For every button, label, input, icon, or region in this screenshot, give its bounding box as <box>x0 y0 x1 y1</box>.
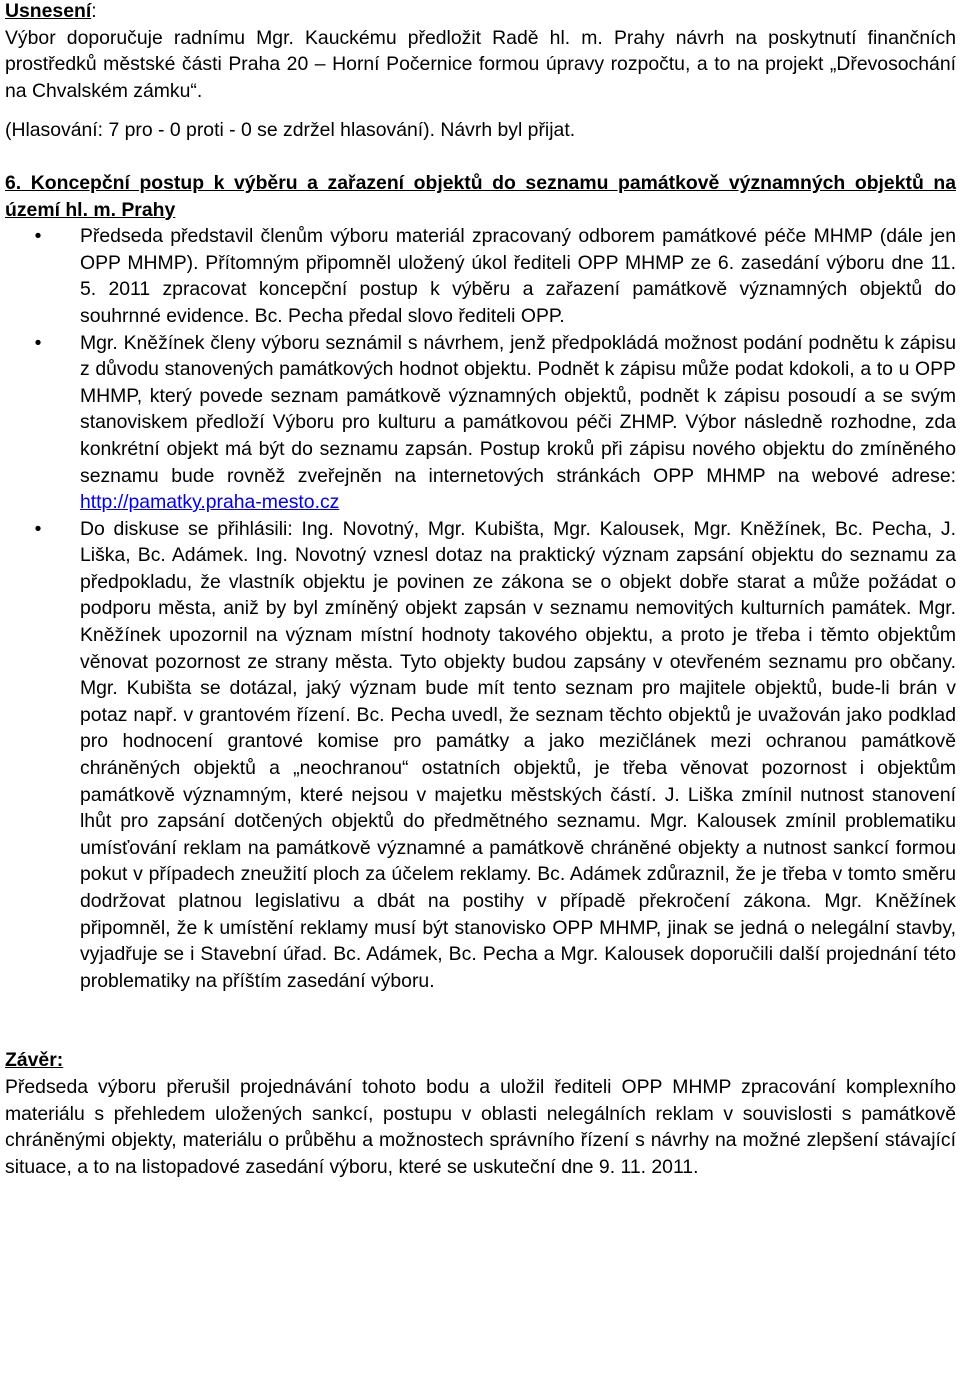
pamatky-link[interactable]: http://pamatky.praha-mesto.cz <box>80 491 340 514</box>
document-page <box>5 0 956 1180</box>
section-title: 6. Koncepční postup k výběru a zařazení objektů do seznamu památkově významných objektů na území hl. m. Prahy <box>5 171 956 221</box>
resolution-heading-line <box>5 0 956 25</box>
bullet-icon: • <box>34 517 42 540</box>
list-item-text: Mgr. Kněžínek členy výboru seznámil s návrhem, jenž předpokládá možnost podání podnětu k zápisu z důvodu stanovených památkových hodnot objektu. Podnět k zápisu může podat kdokoli, a to u OPP MHMP, který povede seznam památkově významných objektů, podnět k zápisu posoudí a se svým stanoviskem předloží Výboru pro kulturu a památkovou péči ZHMP. Výbor následně rozhodne, zda konkrétní objekt má být do seznamu zapsán. Postup kroků při zápisu nového objektu do zmíněného seznamu bude rovněž zveřejněn na internetových stránkách OPP MHMP na webové adrese: <box>80 331 956 487</box>
resolution-heading: Usnesení <box>5 0 92 22</box>
list-item <box>5 516 956 995</box>
list-item <box>5 330 956 516</box>
discussion-list <box>5 223 956 994</box>
list-item <box>5 223 956 329</box>
resolution-heading-colon: : <box>91 0 97 22</box>
conclusion-heading: Závěr: <box>5 1049 64 1072</box>
list-item-text: Do diskuse se přihlásili: Ing. Novotný, Mgr. Kubišta, Mgr. Kalousek, Mgr. Kněžínek, Bc. Pecha, J. Liška, Bc. Adámek. Ing. Novotný vznesl dotaz na praktický význam zapsání objektu do seznamu za předpokladu, že vlastník objektu je povinen ze zákona se o objekt dobře starat a může požádat o podporu města, aniž by byl zmíněný objekt zapsán v seznamu nemovitých kulturních památek. Mgr. Kněžínek upozornil na význam místní hodnoty takového objektu, a proto je třeba i těmto objektům věnovat pozornost ze strany města. Tyto objekty budou zapsány v otevřeném seznamu pro občany. Mgr. Kubišta se dotázal, jaký význam bude mít tento seznam pro majitele objektů, bude-li brán v potaz např. v grantovém řízení. Bc. Pecha uvedl, že seznam těchto objektů je uvažován jako podklad pro hodnocení grantové komise pro památky a jako mezičlánek mezi ochranou památkově chráněných objektů a „neochranou“ ostatních objektů, je třeba věnovat pozornost i objektům památkově významným, které nejsou v majetku městských částí. J. Liška zmínil nutnost stanovení lhůt pro zapsání dotčených objektů do předmětného seznamu. Mgr. Kalousek zmínil problematiku umísťování reklam na památkově významné a památkově chráněné objekty a nutnost sankcí formou pokut v případech zneužití ploch za účelem reklamy. Bc. Adámek zdůraznil, že je třeba v tomto směru dodržovat platnou legislativu a dbát na postihy v případě překročení zákona. Mgr. Kněžínek připomněl, že k umístění reklamy musí být stanovisko OPP MHMP, jinak se jedná o nelegální stavby, vyjadřuje se i Stavební úřad. Bc. Adámek, Bc. Pecha a Mgr. Kalousek doporučili další projednání této problematiky na příštím zasedání výboru. <box>80 517 956 992</box>
vote-result: (Hlasování: 7 pro - 0 proti - 0 se zdržel hlasování). Návrh byl přijat. <box>5 119 576 142</box>
conclusion-heading-line <box>5 1047 956 1074</box>
bullet-icon: • <box>34 331 42 354</box>
bullet-icon: • <box>34 225 42 248</box>
conclusion-text: Předseda výboru přerušil projednávání tohoto bodu a uložil řediteli OPP MHMP zpracování komplexního materiálu s přehledem uložených sankcí, postupu v oblasti nelegálních reklam v souvislosti s památkově chráněnými objekty, materiálu o průběhu a možnostech správního řízení s návrhy na možné zlepšení stávající situace, a to na listopadové zasedání výboru, které se uskuteční dne 9. 11. 2011. <box>5 1075 956 1178</box>
resolution-text: Výbor doporučuje radnímu Mgr. Kauckému předložit Radě hl. m. Prahy návrh na poskytnutí finančních prostředků městské části Praha 20 – Horní Počernice formou úpravy rozpočtu, a to na projekt „Dřevosochání na Chvalském zámku“. <box>5 26 956 102</box>
list-item-text: Předseda představil členům výboru materiál zpracovaný odborem památkové péče MHMP (dále jen OPP MHMP). Přítomným připomněl uložený úkol řediteli OPP MHMP ze 6. zasedání výboru dne 11. 5. 2011 zpracovat koncepční postup k výběru a zařazení památkově významných objektů do souhrnné evidence. Bc. Pecha předal slovo řediteli OPP. <box>80 225 956 327</box>
